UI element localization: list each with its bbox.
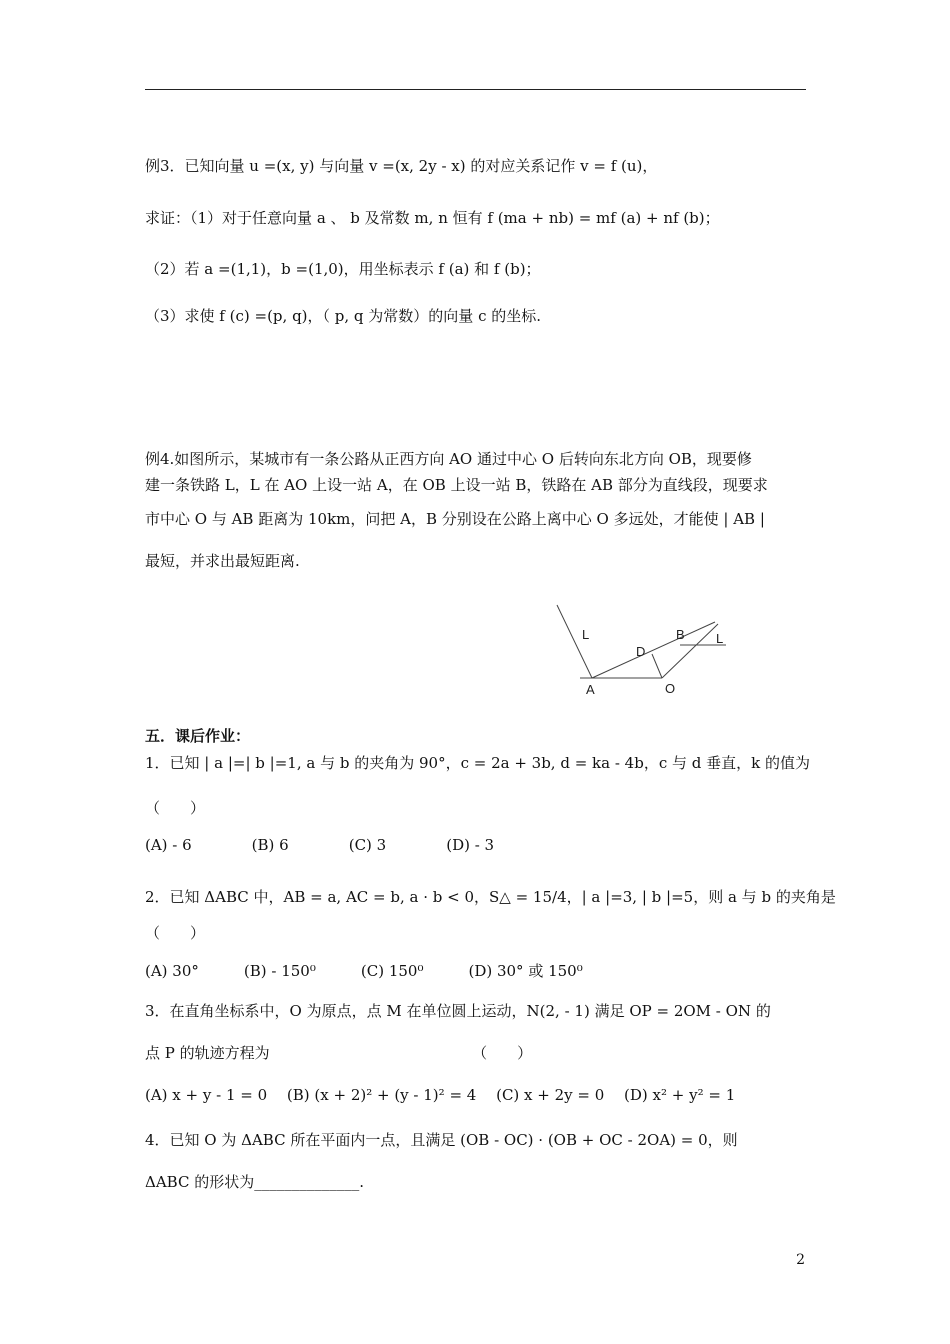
example3-line4: （3）求使 f (c) =(p, q)，（ p, q 为常数）的向量 c 的坐标. (145, 307, 542, 325)
q2-paren: （ ） (145, 924, 206, 942)
q4-line2: ΔABC 的形状为______________. (145, 1173, 364, 1191)
example4-line1: 例4.如图所示，某城市有一条公路从正西方向 AO 通过中心 O 后转向东北方向 OB，现要修 (145, 450, 752, 468)
q1-paren: （ ） (145, 799, 206, 817)
example4-line4: 最短，并求出最短距离. (145, 552, 300, 570)
q3-options: (A) x + y - 1 = 0 (B) (x + 2)² + (y - 1)² = 4 (C) x + 2y = 0 (D) x² + y² = 1 (145, 1086, 736, 1104)
label-A: A (586, 682, 595, 697)
example3-line3: （2）若 a =(1,1)，b =(1,0)，用坐标表示 f (a) 和 f (b)； (145, 260, 541, 278)
q1-line1: 1．已知 | a |=| b |=1, a 与 b 的夹角为 90°，c = 2a + 3b, d = ka - 4b，c 与 d 垂直，k 的值为 (145, 754, 810, 772)
q1-options: (A) - 6 (B) 6 (C) 3 (D) - 3 (145, 836, 495, 854)
example3-line1: 例3．已知向量 u =(x, y) 与向量 v =(x, 2y - x) 的对应关系记作 v = f (u)， (145, 157, 658, 175)
header-rule (145, 89, 806, 90)
example3-line2: 求证：（1）对于任意向量 a 、 b 及常数 m, n 恒有 f (ma + nb) = mf (a) + nf (b)； (145, 209, 720, 227)
q2-options: (A) 30° (B) - 150⁰ (C) 150⁰ (D) 30° 或 150⁰ (145, 962, 583, 980)
section-homework-title: 五．课后作业： (145, 727, 251, 745)
q2-line1: 2．已知 ΔABC 中，AB = a, AC = b, a · b < 0，S△ = 15/4，| a |=3, | b |=5，则 a 与 b 的夹角是 (145, 888, 836, 906)
road-diagram (540, 600, 760, 710)
railway-ab-line (592, 622, 715, 678)
example4-line2: 建一条铁路 L，L 在 AO 上设一站 A，在 OB 上设一站 B，铁路在 AB 部分为直线段，现要求 (145, 476, 768, 494)
label-O: O (665, 681, 676, 696)
perpendicular-od (652, 654, 662, 678)
page-number: 2 (796, 1252, 805, 1268)
label-D: D (636, 644, 646, 659)
q4-line1: 4．已知 O 为 ΔABC 所在平面内一点，且满足 (OB - OC) · (OB + OC - 2OA) = 0，则 (145, 1131, 738, 1149)
road-northeast-line (662, 624, 718, 678)
q3-line1: 3．在直角坐标系中，O 为原点，点 M 在单位圆上运动，N(2, - 1) 满足 OP = 2OM - ON 的 (145, 1002, 771, 1020)
example4-line3: 市中心 O 与 AB 距离为 10km，问把 A，B 分别设在公路上离中心 O 多远处，才能使 | AB | (145, 510, 765, 528)
label-L-right: L (716, 631, 724, 646)
label-L-left: L (582, 627, 590, 642)
label-B: B (676, 627, 685, 642)
q3-line2: 点 P 的轨迹方程为 （ ） (145, 1044, 533, 1062)
